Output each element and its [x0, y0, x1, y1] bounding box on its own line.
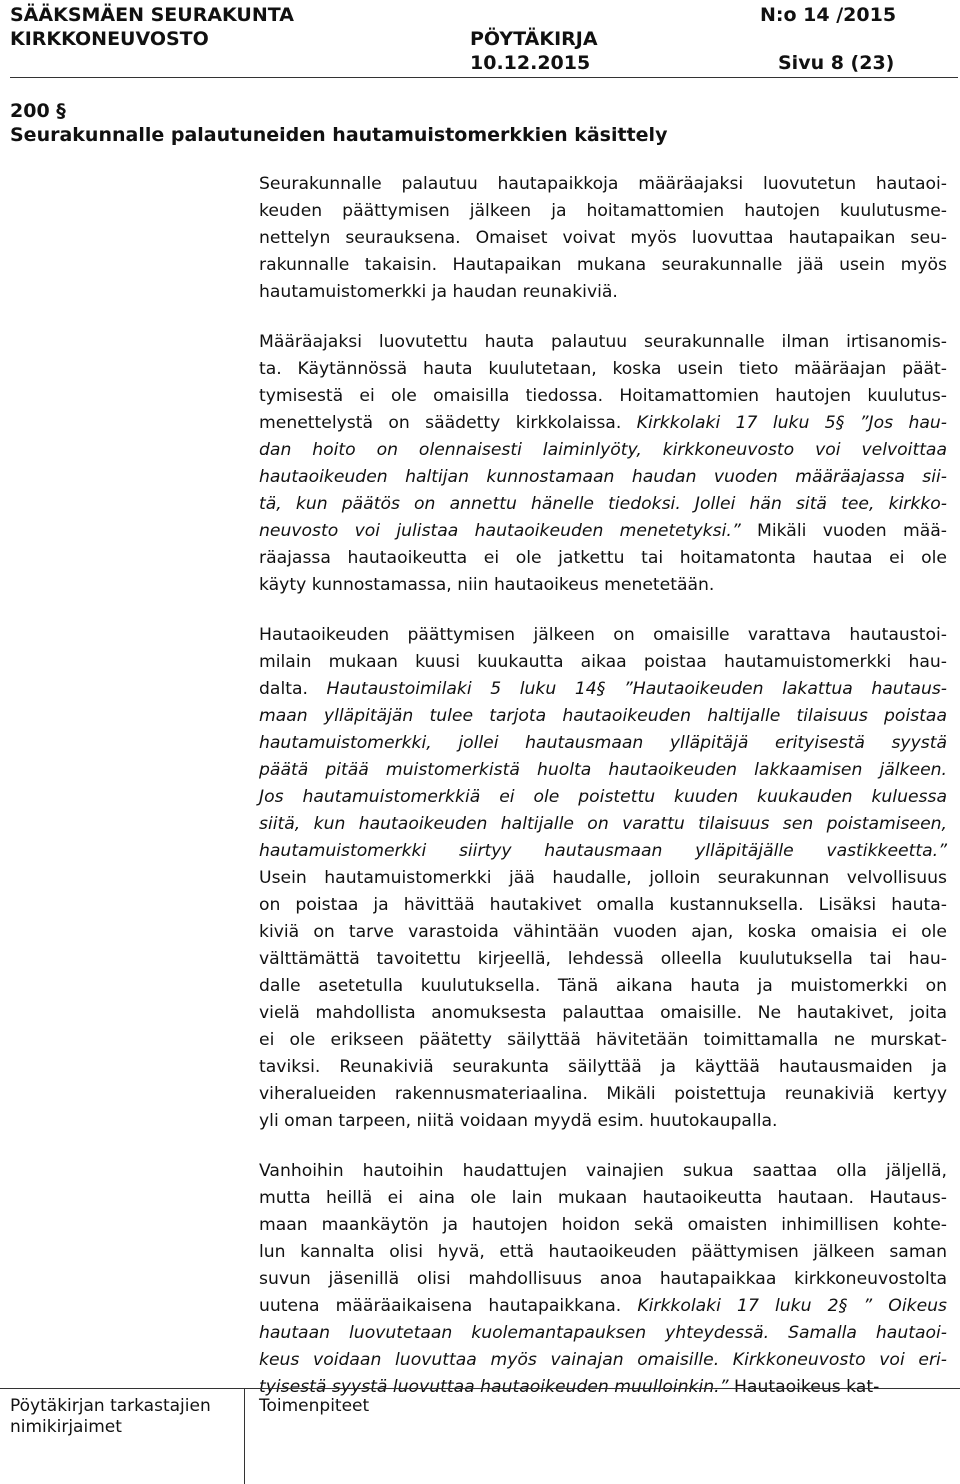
meeting-date: 10.12.2015 — [470, 52, 591, 74]
organization-name: SÄÄKSMÄEN SEURAKUNTA — [10, 4, 294, 26]
text-line — [259, 946, 947, 973]
text-run: hautamuistomerkki ja haudan reunakiviä. — [259, 282, 618, 302]
text-run: ei ole erikseen päätetty säilyttää hävitetään toimittamalla ne murskat- — [259, 1030, 947, 1050]
text-line — [259, 1027, 947, 1054]
text-line — [259, 865, 947, 892]
text-run: Mikäli vuoden mää- — [740, 521, 947, 541]
text-line — [259, 1293, 947, 1320]
footer-initials-line2: nimikirjaimet — [10, 1417, 122, 1437]
text-line — [259, 171, 947, 198]
text-line — [259, 198, 947, 225]
italic-quote: hautaan luovutetaan kuolemantapauksen yhteydessä. Samalla hautaoi- — [259, 1323, 947, 1343]
italic-quote: Kirkkolaki 17 luku 5§ ”Jos hau- — [636, 413, 947, 433]
text-run: nettelyn seurauksena. Omaiset voivat myös luovuttaa hautapaikan seu- — [259, 228, 947, 248]
italic-quote: Hautaustoimilaki 5 luku 14§ ”Hautaoikeuden lakattua hautaus- — [326, 679, 947, 699]
italic-quote: hautamuistomerkki, jollei hautausmaan ylläpitäjä erityisestä syystä — [259, 733, 947, 753]
text-run: viheralueiden rakennusmateriaalina. Mikäli poistettuja reunakiviä kertyy — [259, 1084, 947, 1104]
body-name: KIRKKONEUVOSTO — [10, 28, 209, 50]
paragraph — [259, 1158, 947, 1401]
text-run: räajassa hautaoikeutta ei ole jatkettu tai hoitamatonta hautaa ei ole — [259, 548, 947, 568]
italic-quote: neuvosto voi julistaa hautaoikeuden menetetyksi.” — [259, 521, 741, 541]
text-run: vielä mahdollista anomuksesta palauttaa omaisille. Ne hautakivet, joita — [259, 1003, 947, 1023]
section-title: Seurakunnalle palautuneiden hautamuistomerkkien käsittely — [10, 124, 668, 146]
text-run: käyty kunnostamassa, niin hautaoikeus menetetään. — [259, 575, 715, 595]
italic-quote: Kirkkolaki 17 luku 2§ ” Oikeus — [637, 1296, 947, 1316]
text-line — [259, 572, 947, 599]
paragraph — [259, 329, 947, 599]
paragraph — [259, 171, 947, 306]
text-line — [259, 1320, 947, 1347]
text-line — [259, 730, 947, 757]
text-run: Hautaoikeus kat- — [728, 1377, 880, 1397]
text-line — [259, 545, 947, 572]
text-run: tymisestä ei ole omaisilla tiedossa. Hoitamattomien hautojen kuulutus- — [259, 386, 947, 406]
italic-quote: keus voidaan luovuttaa myös vainajan omaisille. Kirkkoneuvosto voi eri- — [259, 1350, 947, 1370]
header-rule — [10, 77, 958, 78]
text-line — [259, 1081, 947, 1108]
text-run: dalta. — [259, 679, 327, 699]
text-line — [259, 784, 947, 811]
document-type: PÖYTÄKIRJA — [470, 28, 598, 50]
text-line — [259, 518, 947, 545]
footer-divider — [244, 1388, 245, 1484]
footer-initials-line1: Pöytäkirjan tarkastajien — [10, 1396, 211, 1416]
text-line — [259, 622, 947, 649]
text-line — [259, 1239, 947, 1266]
text-line — [259, 1212, 947, 1239]
text-line — [259, 1347, 947, 1374]
footer-actions: Toimenpiteet — [259, 1396, 370, 1416]
text-run: rakunnalle takaisin. Hautapaikan mukana seurakunnalle jää usein myös — [259, 255, 947, 275]
text-line — [259, 676, 947, 703]
text-line — [259, 1054, 947, 1081]
italic-quote: Jos hautamuistomerkkiä ei ole poistettu kuuden kuukauden kuluessa — [259, 787, 947, 807]
text-run: ta. Käytännössä hauta kuulutetaan, koska usein tieto määräajan päät- — [259, 359, 947, 379]
text-line — [259, 892, 947, 919]
text-run: Hautaoikeuden päättymisen jälkeen on omaisille varattava hautaustoi- — [259, 625, 947, 645]
text-line — [259, 225, 947, 252]
text-run: mutta heillä ei aina ole lain mukaan hautaoikeutta hautaan. Hautaus- — [259, 1188, 947, 1208]
text-run: välttämättä tavoitettu kirjeellä, lehdessä olleella kuulutuksella tai hau- — [259, 949, 947, 969]
text-line — [259, 649, 947, 676]
text-line — [259, 1185, 947, 1212]
text-line — [259, 973, 947, 1000]
text-line — [259, 703, 947, 730]
footer-initials — [10, 1396, 211, 1438]
text-run: milain mukaan kuusi kuukautta aikaa poistaa hautamuistomerkki hau- — [259, 652, 947, 672]
text-line — [259, 757, 947, 784]
text-line — [259, 1108, 947, 1135]
text-run: Määräajaksi luovutettu hauta palautuu seurakunnalle ilman irtisanomis- — [259, 332, 947, 352]
italic-quote: päätä pitää muistomerkistä huolta hautaoikeuden lakkaamisen jälkeen. — [259, 760, 947, 780]
text-run: uutena määräaikaisena hautapaikkana. — [259, 1296, 638, 1316]
italic-quote: hautamuistomerkki siirtyy hautausmaan ylläpitäjälle vastikkeetta.” — [259, 841, 947, 861]
italic-quote: hautaoikeuden haltijan kunnostamaan haudan vuoden määräajassa sii- — [259, 467, 947, 487]
text-line — [259, 1000, 947, 1027]
text-run: Vanhoihin hautoihin haudattujen vainajien sukua saattaa olla jäljellä, — [259, 1161, 947, 1181]
text-line — [259, 383, 947, 410]
text-line — [259, 811, 947, 838]
italic-quote: tyisestä syystä luovuttaa hautaoikeuden muulloinkin.” — [259, 1377, 729, 1397]
italic-quote: dan hoito on olennaisesti laiminlyöty, kirkkoneuvosto voi velvoittaa — [259, 440, 947, 460]
text-run: lun kannalta olisi hyvä, että hautaoikeuden päättymisen jälkeen saman — [259, 1242, 947, 1262]
text-line — [259, 410, 947, 437]
text-line — [259, 838, 947, 865]
paragraph — [259, 622, 947, 1135]
text-run: suvun jäsenillä olisi mahdollisuus anoa hautapaikkaa kirkkoneuvostolta — [259, 1269, 947, 1289]
italic-quote: siitä, kun hautaoikeuden haltijalle on varattu tilaisuus sen poistamiseen, — [259, 814, 947, 834]
text-run: on poistaa ja hävittää hautakivet omalla kustannuksella. Lisäksi hauta- — [259, 895, 947, 915]
document-number: N:o 14 /2015 — [760, 4, 897, 26]
text-run: maan maankäytön ja hautojen hoidon sekä omaisten inhimillisen kohte- — [259, 1215, 947, 1235]
italic-quote: maan ylläpitäjän tulee tarjota hautaoikeuden haltijalle tilaisuus poistaa — [259, 706, 947, 726]
text-run: keuden päättymisen jälkeen ja hoitamattomien hautojen kuulutusme- — [259, 201, 947, 221]
text-line — [259, 329, 947, 356]
text-line — [259, 1158, 947, 1185]
text-line — [259, 356, 947, 383]
text-run: menettelystä on säädetty kirkkolaissa. — [259, 413, 637, 433]
text-run: taviksi. Reunakiviä seurakunta säilyttää ja käyttää hautausmaiden ja — [259, 1057, 947, 1077]
text-line — [259, 491, 947, 518]
body-text — [259, 171, 947, 1424]
text-line — [259, 437, 947, 464]
text-line — [259, 919, 947, 946]
text-run: Seurakunnalle palautuu hautapaikkoja määräajaksi luovutetun hautaoi- — [259, 174, 947, 194]
text-run: Usein hautamuistomerkki jää haudalle, jolloin seurakunnan velvollisuus — [259, 868, 947, 888]
text-run: yli oman tarpeen, niitä voidaan myydä esim. huutokaupalla. — [259, 1111, 778, 1131]
footer-rule — [0, 1388, 960, 1389]
text-run: dalle asetetulla kuulutuksella. Tänä aikana hauta ja muistomerkki on — [259, 976, 947, 996]
text-line — [259, 1266, 947, 1293]
text-line — [259, 279, 947, 306]
page-number: Sivu 8 (23) — [778, 52, 895, 74]
text-line — [259, 464, 947, 491]
text-line — [259, 252, 947, 279]
italic-quote: tä, kun päätös on annettu hänelle tiedoksi. Jollei hän sitä tee, kirkko- — [259, 494, 947, 514]
text-run: kiviä on tarve varastoida vähintään vuoden ajan, koska omaisia ei ole — [259, 922, 947, 942]
section-number: 200 § — [10, 100, 66, 122]
